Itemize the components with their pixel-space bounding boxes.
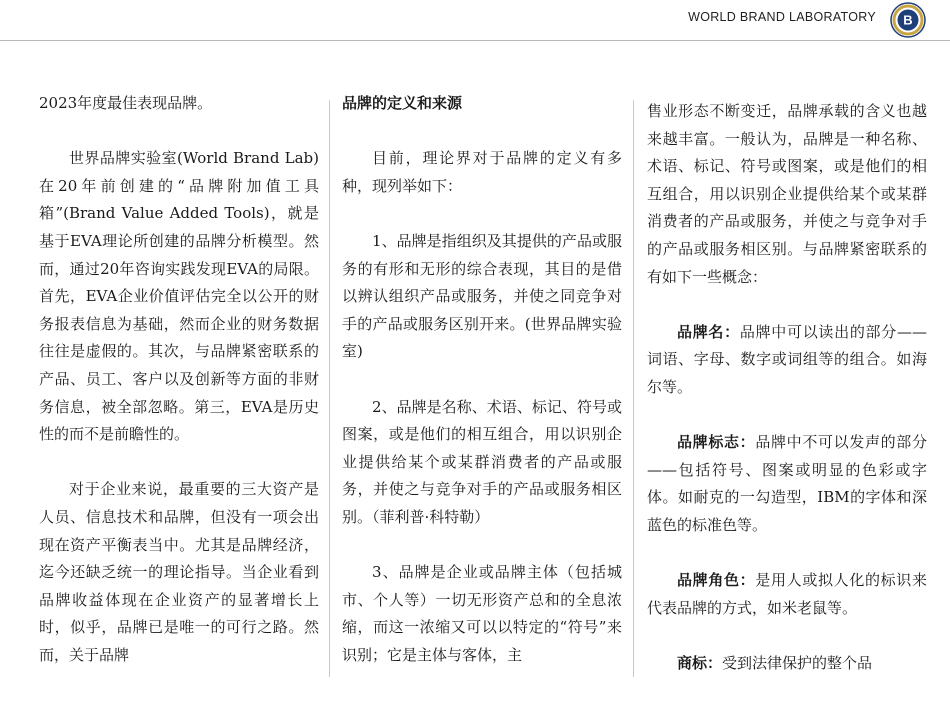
header-rule bbox=[0, 40, 950, 41]
concept-brand-name bbox=[647, 319, 927, 402]
term-label: 品牌角色： bbox=[677, 571, 756, 590]
paragraph: 对于企业来说，最重要的三大资产是人员、信息技术和品牌，但没有一项会出现在资产平衡表当中。尤其是品牌经济，迄今还缺乏统一的理论指导。当企业看到品牌收益体现在企业资产的显著增长上时，似乎，品牌已是唯一的可行之路。然而，关于品牌 bbox=[39, 480, 319, 664]
definition-2: 2、品牌是名称、术语、标记、符号或图案，或是他们的相互组合，用以识别企业提供给某个或某群消费者的产品或服务，并使之与竞争对手的产品或服务相区别。（菲利普·科特勒） bbox=[342, 397, 622, 526]
term-text: 受到法律保护的整个品 bbox=[722, 653, 873, 672]
column-divider bbox=[633, 100, 634, 677]
brand-name: WORLD BRAND LABORATORY bbox=[688, 10, 876, 24]
column-right bbox=[647, 98, 927, 705]
paragraph: 目前，理论界对于品牌的定义有多种，现列举如下： bbox=[342, 149, 622, 195]
column-left bbox=[39, 90, 319, 697]
definition-1: 1、品牌是指组织及其提供的产品或服务的有形和无形的综合表现，其目的是借以辨认组织产品或服务，并使之同竞争对手的产品或服务区别开来。(世界品牌实验室) bbox=[342, 231, 622, 361]
concept-trademark bbox=[647, 650, 927, 678]
term-label: 商标： bbox=[677, 653, 723, 672]
concept-brand-character bbox=[647, 567, 927, 622]
concept-brand-mark bbox=[647, 429, 927, 539]
section-heading: 品牌的定义和来源 bbox=[342, 94, 463, 112]
term-label: 品牌名： bbox=[677, 322, 740, 341]
column-middle bbox=[342, 90, 622, 697]
page-header bbox=[0, 0, 950, 44]
term-text: 品牌中可以读出的部分——词语、字母、数字或词组等的组合。如海尔等。 bbox=[647, 322, 927, 396]
paragraph: 售业形态不断变迁，品牌承载的含义也越来越丰富。一般认为，品牌是一种名称、术语、标记、符号或图案，或是他们的相互组合，用以识别企业提供给某个或某群消费者的产品或服务，并使之与竞争对手的产品或服务相区别。与品牌紧密联系的有如下一些概念： bbox=[647, 102, 927, 286]
definition-3: 3、品牌是企业或品牌主体（包括城市、个人等）一切无形资产总和的全息浓缩，而这一浓缩又可以以特定的“符号”来识别；它是主体与客体，主 bbox=[342, 563, 622, 664]
term-text: 是用人或拟人化的标识来代表品牌的方式，如米老鼠等。 bbox=[647, 571, 927, 617]
logo-letter: B bbox=[903, 12, 913, 28]
term-label: 品牌标志： bbox=[677, 433, 756, 452]
term-text: 品牌中不可以发声的部分——包括符号、图案或明显的色彩或字体。如耐克的一勾造型，IBM的字体和深蓝色的标准色等。 bbox=[647, 433, 927, 534]
paragraph: 世界品牌实验室(World Brand Lab)在20年前创建的“品牌附加值工具箱”(Brand Value Added Tools)，就是基于EVA理论所创建的品牌分析模型。然而，通过20年咨询实践发现EVA的局限。首先，EVA企业价值评估完全以公开的财务报表信息为基础，然而企业的财务数据往往是虚假的。其次，与品牌紧密联系的产品、员工、客户以及创新等方面的非财务信息，被全部忽略。第三，EVA是历史性的而不是前瞻性的。 bbox=[39, 149, 319, 444]
paragraph: 2023年度最佳表现品牌。 bbox=[39, 94, 213, 112]
world-brand-lab-logo-icon bbox=[890, 2, 926, 38]
column-divider bbox=[329, 100, 330, 677]
